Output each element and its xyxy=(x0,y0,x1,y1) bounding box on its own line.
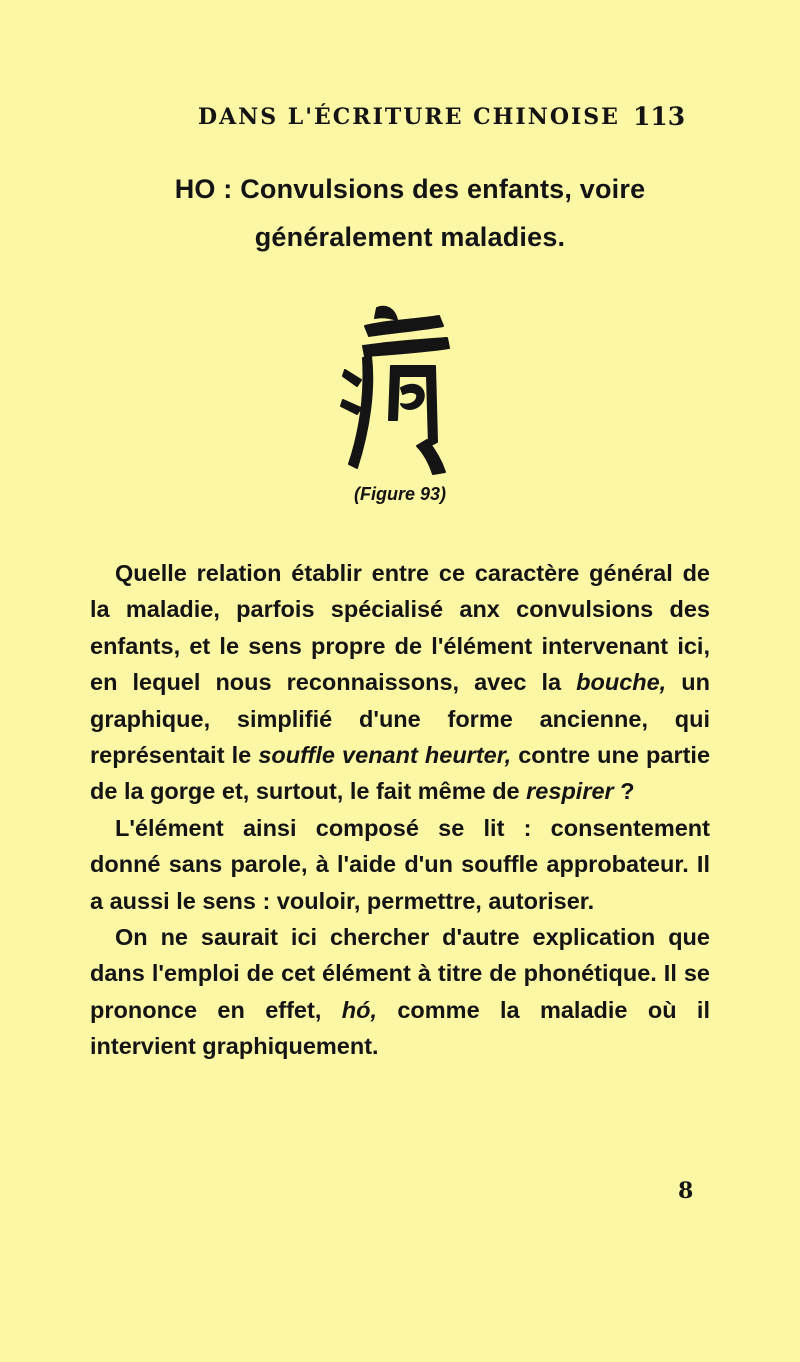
emphasis-souffle: souffle venant heurter, xyxy=(258,742,512,769)
paragraph-3: On ne saurait ici chercher d'autre explication que dans l'emploi de cet élément à titre de phonétique. Il se prononce en effet, hó, comme la maladie où il intervient graphiquement. xyxy=(90,924,710,1060)
emphasis-bouche: bouche, xyxy=(576,669,667,696)
running-title: DANS L'ÉCRITURE CHINOISE xyxy=(198,104,620,130)
body-text xyxy=(90,555,710,1065)
chinese-character-glyph-icon xyxy=(335,300,455,482)
signature-mark: 8 xyxy=(678,1178,694,1204)
paragraph-1: Quelle relation établir entre ce caractère général de la maladie, parfois spécialisé anx convulsions des enfants, et le sens propre de l'élément intervenant ici, en lequel nous reconnaissons, avec la bouche, un graphique, simplifié d'une forme ancienne, qui représentait le souffle venant heurter, contre une partie de la gorge et, surtout, le fait même de respirer ? xyxy=(90,560,711,805)
running-head xyxy=(0,98,800,138)
emphasis-respirer: respirer xyxy=(526,778,614,805)
page-number: 113 xyxy=(633,102,686,131)
figure-caption: (Figure 93) xyxy=(353,484,446,504)
emphasis-ho: hó, xyxy=(341,996,377,1023)
entry-heading: HO : Convulsions des enfants, voire généralement maladies. xyxy=(174,174,646,252)
paragraph-2: L'élément ainsi composé se lit : consentement donné sans parole, à l'aide d'un souffle approbateur. Il a aussi le sens : vouloir, permettre, autoriser. xyxy=(90,814,710,914)
figure-93 xyxy=(335,300,455,482)
